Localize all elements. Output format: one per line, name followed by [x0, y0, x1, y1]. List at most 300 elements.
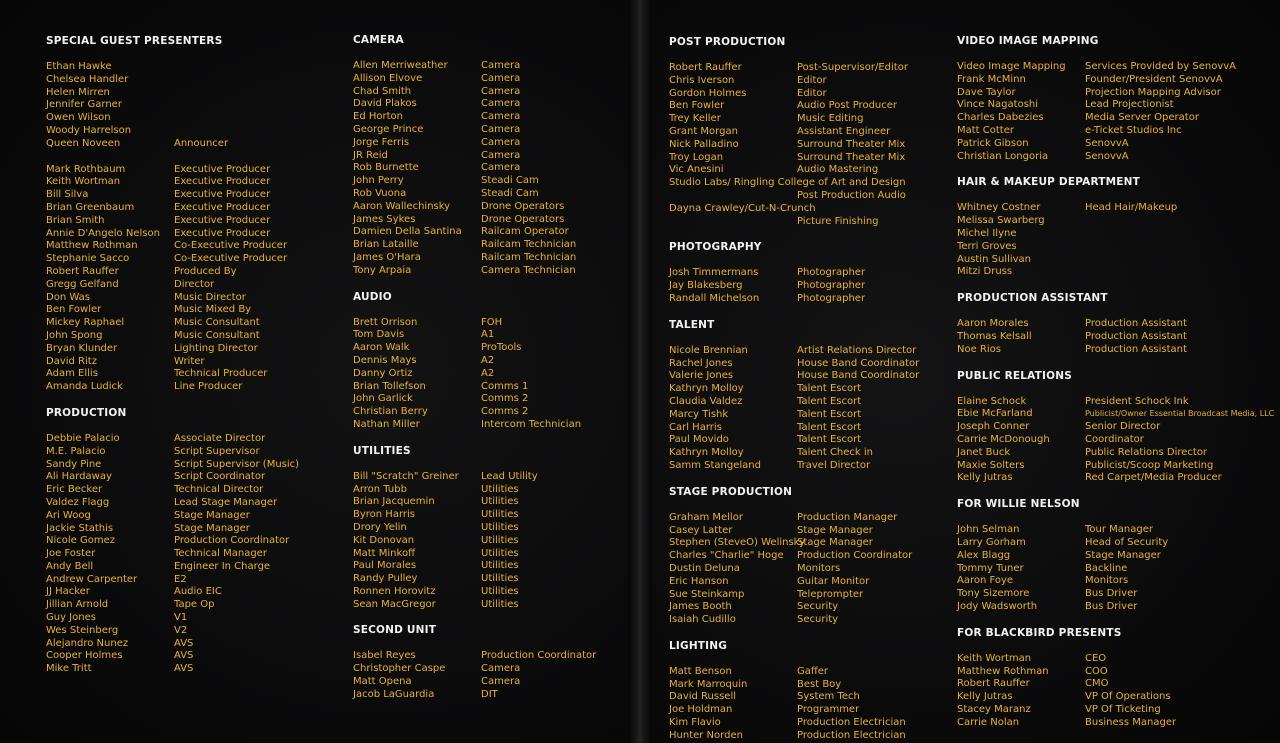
credit-name: Tony Sizemore — [957, 588, 1030, 600]
credit-row — [353, 560, 628, 573]
credit-row — [46, 471, 326, 484]
credit-name: Chris Iverson — [669, 74, 735, 86]
credit-name: Paul Morales — [353, 560, 417, 572]
credit-row — [46, 279, 326, 292]
credit-role: Audio Post Producer — [797, 100, 898, 112]
credit-role: AVS — [174, 637, 194, 649]
credit-role: Stage Manager — [797, 537, 873, 549]
credit-row — [957, 550, 1257, 563]
credit-role: A1 — [481, 329, 495, 341]
credits-section-second-unit — [353, 624, 628, 701]
credit-name: Whitney Costner — [957, 202, 1041, 214]
credit-name: Patrick Gibson — [957, 137, 1029, 149]
credit-row — [353, 509, 628, 522]
credit-name: Debbie Palacio — [46, 432, 120, 444]
credit-row — [46, 381, 326, 394]
credit-row — [353, 329, 628, 342]
credit-name: Graham Mellor — [669, 511, 743, 523]
credit-name: Ethan Hawke — [46, 61, 112, 72]
credits-section-utilities — [353, 445, 628, 612]
credit-row — [46, 253, 326, 266]
section-title: PRODUCTION — [46, 406, 127, 419]
credit-name: Bryan Klunder — [46, 342, 118, 354]
credit-row — [957, 99, 1257, 112]
credit-row — [669, 730, 939, 743]
section-title: TALENT — [669, 318, 715, 331]
credit-name: Dayna Crawley/Cut-N-Crunch — [669, 202, 816, 214]
credit-role: Guitar Monitor — [797, 575, 870, 587]
credit-role: Railcam Operator — [481, 226, 569, 238]
credit-role: CEO — [1085, 652, 1107, 664]
credit-row — [353, 214, 628, 227]
credits-section-post-production — [669, 36, 939, 228]
credit-row — [353, 239, 628, 252]
credit-name: James Booth — [669, 601, 732, 613]
credit-name: Christopher Caspe — [353, 663, 446, 675]
credit-role: Security — [797, 601, 839, 613]
credit-role: Camera — [481, 72, 521, 84]
credit-role: Utilities — [481, 573, 519, 585]
credit-name: Mark Rothbaum — [46, 163, 126, 175]
credit-role: Surround Theater Mix — [797, 138, 906, 150]
credit-name: Jillian Arnold — [46, 599, 109, 611]
credit-row — [353, 535, 628, 548]
credit-name: Brian Lataille — [353, 239, 419, 251]
credit-name: Tom Davis — [353, 329, 405, 341]
credits-section-video-image-mapping — [957, 35, 1257, 163]
credit-name: Dave Taylor — [957, 86, 1016, 98]
credit-row — [353, 406, 628, 419]
credit-name: Mike Tritt — [46, 663, 92, 675]
credits-section-lighting — [669, 640, 939, 743]
credit-name: Annie D'Angelo Nelson — [46, 227, 160, 239]
credit-name: Charles Dabezies — [957, 112, 1044, 124]
credits-column-4 — [957, 35, 1275, 729]
credit-row — [353, 188, 628, 201]
credit-row — [46, 484, 326, 497]
credit-role: SenovvA — [1085, 150, 1129, 162]
credit-row — [46, 535, 326, 548]
credit-name: Jacob LaGuardia — [353, 688, 435, 700]
credits-section-photography — [669, 241, 939, 305]
credit-role: Services Provided by SenovvA — [1085, 61, 1237, 72]
credits-section-audio — [353, 291, 628, 432]
credit-row — [353, 162, 628, 175]
credit-role: Senior Director — [1085, 421, 1161, 433]
credit-role: Railcam Technician — [481, 239, 577, 251]
credit-row — [46, 663, 326, 676]
credit-row — [46, 497, 326, 510]
credit-name: Damien Della Santina — [353, 226, 462, 238]
credit-name: Christian Berry — [353, 406, 428, 418]
credit-row — [669, 550, 939, 563]
section-title: LIGHTING — [669, 639, 728, 652]
credit-role: Line Producer — [174, 381, 243, 393]
credit-row — [669, 370, 939, 383]
credit-row — [46, 61, 326, 74]
credit-row — [46, 650, 326, 663]
credit-row — [669, 691, 939, 704]
credit-row — [957, 228, 1257, 241]
credit-name: Mark Marroquin — [669, 678, 748, 690]
credit-name: Keith Wortman — [46, 176, 121, 188]
credit-role: Railcam Technician — [481, 251, 577, 263]
credit-role: Music Director — [174, 291, 246, 303]
credit-name: Janet Buck — [957, 446, 1011, 458]
credit-role: Business Manager — [1085, 716, 1177, 728]
credit-role: VP Of Ticketing — [1085, 703, 1161, 715]
credit-name: Brian Tollefson — [353, 380, 426, 392]
credit-role: Executive Producer — [174, 189, 271, 201]
credit-row — [46, 164, 326, 177]
credit-name: Chelsea Handler — [46, 73, 129, 85]
credit-name: Jackie Stathis — [46, 522, 114, 534]
credit-role: Head Hair/Makeup — [1085, 202, 1178, 214]
credit-row — [669, 190, 939, 203]
credit-name: Ben Fowler — [669, 100, 725, 112]
credit-row — [353, 368, 628, 381]
credit-name: Josh Timmermans — [669, 267, 759, 279]
credit-row — [669, 75, 939, 88]
credit-name: Cooper Holmes — [46, 650, 123, 662]
credit-name: Ali Hardaway — [46, 471, 112, 483]
credit-role: Camera — [481, 676, 521, 688]
credits-section-production — [46, 407, 326, 676]
credit-name: David Ritz — [46, 355, 97, 367]
credit-role: VP Of Operations — [1085, 691, 1171, 703]
credit-row — [957, 563, 1257, 576]
credit-name: Bill "Scratch" Greiner — [353, 470, 459, 482]
credits-section-hair-makeup-department — [957, 176, 1257, 279]
credit-role: Utilities — [481, 598, 519, 610]
credit-row — [669, 512, 939, 525]
credit-role: Talent Escort — [797, 421, 862, 433]
credits-column-2 — [353, 34, 628, 702]
credit-role: Public Relations Director — [1085, 446, 1208, 458]
credit-role: Lighting Director — [174, 342, 258, 354]
credit-row — [669, 614, 939, 627]
credit-role: Assistant Engineer — [797, 125, 891, 137]
credit-role: Executive Producer — [174, 214, 271, 226]
credit-role: V2 — [174, 624, 188, 636]
credit-row — [957, 717, 1257, 730]
credit-row — [669, 113, 939, 126]
credit-name: Sean MacGregor — [353, 598, 436, 610]
credit-row — [957, 691, 1257, 704]
credit-row — [957, 601, 1257, 614]
credit-role: Camera — [481, 123, 521, 135]
credit-role: AVS — [174, 663, 194, 675]
credit-row — [669, 358, 939, 371]
credit-name: Stephanie Sacco — [46, 253, 130, 265]
credit-row — [669, 62, 939, 75]
credit-name: Wes Steinberg — [46, 624, 119, 636]
credit-name: Brian Jacquemin — [353, 496, 435, 508]
credit-name: Matt Minkoff — [353, 547, 415, 559]
credit-role: Drone Operators — [481, 213, 565, 225]
credit-name: David Russell — [669, 691, 737, 703]
credit-name: John Garlick — [353, 393, 413, 405]
credit-name: Larry Gorham — [957, 536, 1026, 548]
credit-role: Executive Producer — [174, 227, 271, 239]
credit-row — [353, 484, 628, 497]
section-title: CAMERA — [353, 34, 404, 46]
credit-name: Brian Smith — [46, 214, 105, 226]
credit-row — [669, 717, 939, 730]
credit-role: Tape Op — [174, 599, 215, 611]
credit-role: ProTools — [481, 342, 522, 354]
credit-role: Photographer — [797, 280, 866, 292]
credit-role: Production Assistant — [1085, 318, 1187, 330]
credit-role: Production Electrician — [797, 717, 906, 729]
credit-name: Rob Burnette — [353, 162, 419, 174]
credit-role: Camera — [481, 98, 521, 110]
credit-row — [957, 61, 1257, 74]
credit-row — [669, 422, 939, 435]
credit-role: Camera — [481, 85, 521, 97]
credit-row — [46, 561, 326, 574]
credit-row — [669, 704, 939, 717]
credit-row — [669, 164, 939, 177]
credit-role: Music Consultant — [174, 329, 260, 341]
credit-role: Utilities — [481, 496, 519, 508]
credit-name: George Prince — [353, 123, 424, 135]
credit-name: Keith Wortman — [957, 652, 1032, 664]
credit-name: Kim Flavio — [669, 717, 721, 729]
credit-role: Talent Escort — [797, 395, 862, 407]
credit-role: Lead Utility — [481, 470, 538, 482]
credit-name: Owen Wilson — [46, 112, 111, 124]
credit-role: Stage Manager — [174, 509, 250, 521]
credit-role: Comms 2 — [481, 406, 529, 418]
credits-column-1 — [46, 35, 326, 676]
credit-name: Stacey Maranz — [957, 703, 1031, 715]
credit-name: Allison Elvove — [353, 72, 423, 84]
credit-row — [353, 573, 628, 586]
credit-name: Samm Stangeland — [669, 459, 761, 471]
credit-role: Security — [797, 614, 839, 626]
credit-role: Travel Director — [797, 459, 871, 471]
credit-name: Ari Woog — [46, 509, 91, 521]
credit-role: Stage Manager — [174, 522, 250, 534]
credit-name: Eric Becker — [46, 484, 103, 496]
credit-name: Nicole Brennian — [669, 344, 748, 356]
credit-role: Production Coordinator — [481, 650, 597, 662]
credit-row — [353, 150, 628, 163]
credit-row — [957, 138, 1257, 151]
credit-row — [46, 125, 326, 138]
credit-row — [669, 409, 939, 422]
credit-role: Music Mixed By — [174, 304, 252, 316]
credit-row — [669, 396, 939, 409]
credit-name: Jody Wadsworth — [957, 600, 1038, 612]
credit-name: Ed Horton — [353, 111, 403, 123]
credit-role: Comms 2 — [481, 393, 529, 405]
credit-row — [353, 355, 628, 368]
credit-row — [46, 138, 326, 151]
credit-role: Script Supervisor (Music) — [174, 458, 300, 470]
credit-row — [46, 586, 326, 599]
credit-row — [957, 87, 1257, 100]
credit-role: Engineer In Charge — [174, 560, 271, 572]
credit-row — [46, 368, 326, 381]
credit-row — [46, 330, 326, 343]
credit-row — [353, 265, 628, 278]
credit-role: Production Electrician — [797, 729, 906, 741]
credit-name: Byron Harris — [353, 509, 415, 521]
credit-role: Publicist/Scoop Marketing — [1085, 459, 1214, 471]
credit-row — [957, 112, 1257, 125]
credit-name: Mitzi Druss — [957, 266, 1013, 278]
credit-name: Kathryn Molloy — [669, 447, 744, 459]
credit-role: Camera — [481, 111, 521, 123]
section-title: UTILITIES — [353, 444, 411, 457]
credit-row — [669, 601, 939, 614]
credit-name: Noe Rios — [957, 343, 1001, 355]
credit-name: Danny Ortiz — [353, 367, 413, 379]
credit-role: Bus Driver — [1085, 600, 1138, 612]
credit-row — [669, 100, 939, 113]
credit-role: Music Editing — [797, 113, 864, 125]
credit-row — [353, 419, 628, 432]
credit-role: Steadi Cam — [481, 187, 539, 199]
credit-role: Head of Security — [1085, 536, 1169, 548]
credit-role: Post Production Audio — [797, 189, 906, 201]
credit-name: Sue Steinkamp — [669, 588, 745, 600]
credit-name: Helen Mirren — [46, 86, 110, 98]
credit-row — [669, 280, 939, 293]
credit-row — [46, 74, 326, 87]
credit-name: Guy Jones — [46, 612, 96, 624]
credit-name: Frank McMinn — [957, 73, 1026, 85]
credit-role: Coordinator — [1085, 433, 1144, 445]
credit-name: Grant Morgan — [669, 125, 738, 137]
credit-role: Talent Escort — [797, 408, 862, 420]
credit-role: Editor — [797, 74, 827, 86]
credit-name: Andy Bell — [46, 560, 94, 572]
credit-row — [353, 663, 628, 676]
credit-row — [46, 176, 326, 189]
credit-row — [957, 266, 1257, 279]
credit-row — [957, 588, 1257, 601]
credit-role: Utilities — [481, 483, 519, 495]
credit-role: Production Manager — [797, 511, 898, 523]
credit-name: Carl Harris — [669, 421, 722, 433]
credit-role: Lead Stage Manager — [174, 496, 278, 508]
credit-row — [669, 460, 939, 473]
credit-row — [957, 396, 1257, 409]
credit-name: Isabel Reyes — [353, 650, 416, 662]
section-title: AUDIO — [353, 290, 392, 303]
credit-role: Drone Operators — [481, 200, 565, 212]
credit-name: Bill Silva — [46, 189, 89, 201]
credit-row — [353, 689, 628, 702]
section-title: HAIR & MAKEUP DEPARTMENT — [957, 176, 1141, 189]
credit-row — [353, 650, 628, 663]
credit-name: Marcy Tishk — [669, 408, 729, 420]
credit-row — [353, 381, 628, 394]
credit-role: Tour Manager — [1085, 524, 1153, 536]
credit-row — [957, 575, 1257, 588]
credit-role: House Band Coordinator — [797, 357, 920, 369]
credits-section-special-guest-presenters — [46, 35, 326, 394]
credit-name: Ronnen Horovitz — [353, 585, 436, 597]
credit-name: Michel Ilyne — [957, 227, 1017, 239]
credit-role: Comms 1 — [481, 380, 529, 392]
credit-name: Don Was — [46, 291, 90, 303]
credit-role: Associate Director — [174, 432, 266, 444]
credit-name: Austin Sullivan — [957, 253, 1032, 265]
credit-role: Monitors — [797, 562, 841, 574]
credit-name: Ebie McFarland — [957, 408, 1033, 420]
credit-row — [957, 254, 1257, 267]
credit-name: Aaron Morales — [957, 318, 1029, 330]
credit-name: Trey Keller — [669, 113, 721, 125]
credit-name: Aaron Walk — [353, 342, 410, 354]
credit-name: Thomas Kelsall — [957, 330, 1032, 342]
credit-name: Arron Tubb — [353, 483, 407, 495]
credit-role: Script Supervisor — [174, 445, 260, 457]
credit-role: Utilities — [481, 585, 519, 597]
credit-row — [957, 434, 1257, 447]
credit-name: Kelly Jutras — [957, 472, 1013, 484]
credits-section-talent — [669, 319, 939, 473]
credit-row — [353, 111, 628, 124]
credit-row — [353, 252, 628, 265]
section-title: FOR WILLIE NELSON — [957, 498, 1080, 511]
credit-name: Kathryn Molloy — [669, 383, 744, 395]
credit-row — [46, 574, 326, 587]
credit-name: Mickey Raphael — [46, 317, 125, 329]
credit-row — [46, 202, 326, 215]
credit-row — [957, 151, 1257, 164]
credit-name: Matt Cotter — [957, 124, 1014, 136]
credit-name: Isaiah Cudillo — [669, 614, 736, 626]
credit-name: Allen Merriweather — [353, 60, 448, 71]
credit-role: Camera — [481, 60, 521, 71]
credit-role: Camera — [481, 162, 521, 174]
credit-role: Production Coordinator — [174, 535, 290, 547]
credit-row — [957, 421, 1257, 434]
credit-name: Stephen (SteveO) Welinsky — [669, 537, 806, 549]
credit-role: Technical Director — [174, 484, 264, 496]
credit-role: FOH — [481, 316, 503, 328]
credit-row — [46, 343, 326, 356]
credit-name: Terri Groves — [957, 240, 1017, 252]
credit-role: Post-Supervisor/Editor — [797, 62, 908, 73]
credit-name: JJ Hacker — [46, 586, 90, 598]
credit-role: President Schock Ink — [1085, 395, 1189, 407]
credit-name: Dennis Mays — [353, 354, 417, 366]
credit-name: Nicole Gomez — [46, 535, 115, 547]
credit-role: Utilities — [481, 509, 519, 521]
section-title: SPECIAL GUEST PRESENTERS — [46, 35, 223, 47]
credit-role: Camera — [481, 136, 521, 148]
credits-section-for-willie-nelson — [957, 498, 1257, 614]
credit-role: Photographer — [797, 292, 866, 304]
credit-role: Editor — [797, 87, 827, 99]
credit-row — [46, 459, 326, 472]
credit-role: Projection Mapping Advisor — [1085, 86, 1221, 98]
credit-role: Red Carpet/Media Producer — [1085, 472, 1222, 484]
credit-row — [957, 241, 1257, 254]
credit-row — [353, 60, 628, 73]
credit-name: Charles "Charlie" Hoge — [669, 550, 784, 562]
credit-row — [957, 331, 1257, 344]
credit-name: Vince Nagatoshi — [957, 99, 1039, 111]
credit-name: Jay Blakesberg — [669, 280, 743, 292]
credit-row — [46, 638, 326, 651]
